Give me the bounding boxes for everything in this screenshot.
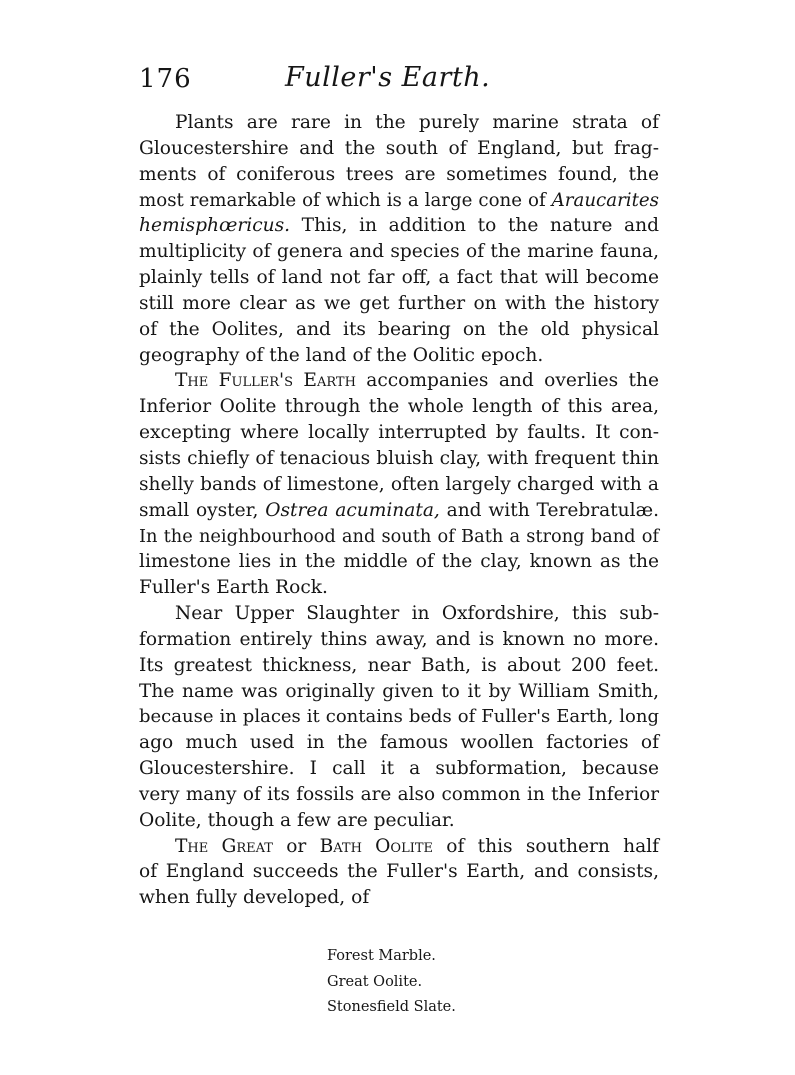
subdivision-list xyxy=(327,944,456,1021)
text-line: of the Oolites, and its bearing on the old physical xyxy=(139,318,659,340)
text-line: because in places it contains beds of Fuller's Earth, long xyxy=(139,706,659,728)
text-line: Gloucestershire. I call it a subformation, because xyxy=(139,758,659,780)
text-line: plainly tells of land not far off, a fact that will become xyxy=(139,267,659,289)
text-line: Gloucestershire and the south of England, but frag- xyxy=(139,137,659,159)
text-line: small oyster, Ostrea acuminata, and with Terebratulæ. xyxy=(139,499,659,521)
text-line: limestone lies in the middle of the clay, known as the xyxy=(139,551,659,573)
text-line: ments of coniferous trees are sometimes found, the xyxy=(139,163,659,185)
text-line: Fuller's Earth Rock. xyxy=(139,577,328,599)
section-term: The Fuller's Earth xyxy=(175,370,356,392)
text-line: when fully developed, of xyxy=(139,887,370,909)
text-line: Inferior Oolite through the whole length of this area, xyxy=(139,396,659,418)
taxon-name: hemisphœricus. xyxy=(139,215,291,237)
text-line: Its greatest thickness, near Bath, is about 200 feet. xyxy=(139,654,659,676)
section-term: The Great xyxy=(175,835,273,857)
taxon-name: Ostrea acuminata, xyxy=(265,499,440,521)
text-line: excepting where locally interrupted by faults. It con- xyxy=(139,422,659,444)
text-line: most remarkable of which is a large cone of Araucarites xyxy=(139,189,659,211)
text-line: of England succeeds the Fuller's Earth, and consists, xyxy=(139,861,659,883)
text-line: The Fuller's Earth accompanies and overlies the xyxy=(175,370,659,392)
text-line: still more clear as we get further on with the history xyxy=(139,292,659,314)
page-number: 176 xyxy=(139,64,192,94)
text-line: The Great or Bath Oolite of this southern half xyxy=(175,835,659,857)
text-line: Near Upper Slaughter in Oxfordshire, this sub- xyxy=(175,603,659,625)
text-line: Plants are rare in the purely marine strata of xyxy=(175,112,659,133)
text-line: geography of the land of the Oolitic epoch. xyxy=(139,344,544,366)
text-line: The name was originally given to it by William Smith, xyxy=(139,680,659,702)
section-term: Bath Oolite xyxy=(319,835,434,857)
text-line: sists chiefly of tenacious bluish clay, with frequent thin xyxy=(139,447,659,469)
list-item: Stonesfield Slate. xyxy=(327,999,456,1015)
page-header xyxy=(139,58,661,98)
text-line: ago much used in the famous woollen factories of xyxy=(139,732,659,754)
text-line: formation entirely thins away, and is known no more. xyxy=(139,628,659,650)
text-line: very many of its fossils are also common in the Inferior xyxy=(139,783,659,805)
running-title: Fuller's Earth. xyxy=(285,62,491,93)
body-text xyxy=(139,110,659,911)
list-item: Forest Marble. xyxy=(327,948,436,964)
list-item: Great Oolite. xyxy=(327,973,423,990)
text-line: multiplicity of genera and species of the marine fauna, xyxy=(139,241,659,263)
text-line: shelly bands of limestone, often largely charged with a xyxy=(139,473,659,495)
text-line: Oolite, though a few are peculiar. xyxy=(139,809,455,831)
taxon-name: Araucarites xyxy=(551,189,659,211)
text-line: hemisphœricus. This, in addition to the nature and xyxy=(139,215,659,237)
text-line: In the neighbourhood and south of Bath a strong band of xyxy=(139,525,659,547)
